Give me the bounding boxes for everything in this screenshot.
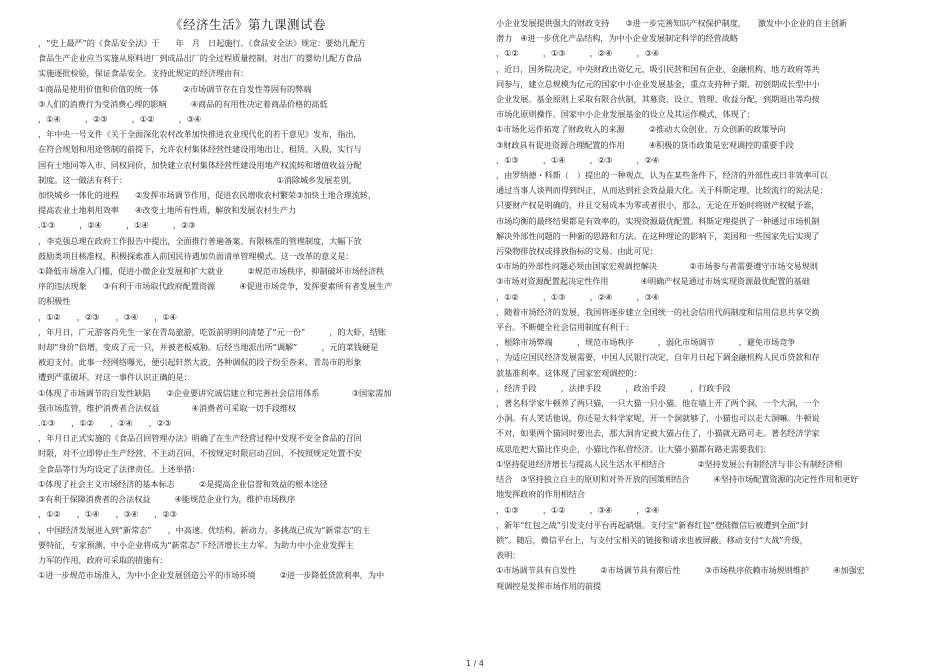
- text-line: 污染物排放权或排放指标的交易。由此可见：: [496, 246, 658, 257]
- text-line: ，新年“红包之战”引发支付平台再起硝烟。支付宝“新春红包”登陆微信后被遭到全面“封: [496, 519, 808, 530]
- text-line: ，①② ，①③ ，②④ ，③④: [496, 291, 660, 302]
- text-line: ①坚持促进经济增长与提高人民生活水平相结合 ②坚持发展公有制经济与非公有制经济相: [496, 458, 843, 469]
- text-line: .①③ ，②④ ，①④ ，②③: [38, 220, 196, 231]
- text-line: ，李克强总理在政府工作报告中提出，全面推行普遍备案、有限核准的管理制度，大幅下放: [38, 235, 362, 246]
- text-line: 要特征，专家预测，中小企业将成为“新常态”下经济增长主力军。为助力中小企业发挥主: [38, 539, 354, 550]
- text-line: 鼓励类项目核准权，积极探索准入前国民待遇加负面清单管理模式。这一改革的意义是：: [38, 250, 354, 261]
- text-line: ①市场的外部性问题必须由国家宏观调控解决 ②市场参与者需要遵守市场交易规则: [496, 261, 818, 272]
- text-line: 成思危把大猫比作央企，小猫比作私营经济。让大猫小猫都有路走需要我们：: [496, 443, 771, 454]
- text-line: 市场化原则操作。国家中小企业发展基金的设立及其运作模式，体现了：: [496, 109, 755, 120]
- text-line: 时限，对不立即停止生产经营、不主动召回、不按规定时限启动召回、不按照规定处置不安: [38, 448, 362, 459]
- text-line: 潜力 ④进一步优化产品结构，为中小企业发展制定科学的经营战略: [496, 33, 738, 44]
- text-line: 提高农业土地利用效率 ④改变土地所有性质，解放和发展农村生产力: [38, 205, 296, 216]
- text-line: 制度。这一做法有利于： ①消除城乡发展差别，: [38, 174, 357, 185]
- text-line: 不对，如果两个猫同时要出去，那大洞肯定被大猫占住了，小猫就无路可走。著名经济学家: [496, 428, 820, 439]
- text-line: ，年中央一号文件《关于全面深化农村改革加快推进农业现代化的若干意见》发布，指出，: [38, 129, 362, 140]
- text-line: 全食品等行为均设定了法律责任。上述举措：: [38, 463, 200, 474]
- left-column-text: [38, 36, 458, 583]
- text-line: 遭到严重破坏。对这一事件认识正确的是：: [38, 372, 192, 383]
- text-line: ，①② ，①④ ，③④ ，②③: [38, 509, 177, 520]
- text-line: 锁”。随后，微信平台上，与支付宝相关的链接和请求也被屏蔽。移动支付“大战”升级，: [496, 534, 808, 545]
- text-line: ，①④ ，②③ ，①② ，③④: [38, 114, 202, 125]
- text-line: ，著名科学家牛顿养了两只猫，一只大猫一只小猫。他在墙上开了两个洞，一个大洞，一个: [496, 398, 820, 409]
- text-line: 实施逐批检验，保证食品安全。支持此规定的经济理由有：: [38, 68, 249, 79]
- text-line: 结合 ③坚持独立自主的原则和对外开放的国策相结合 ④坚持市场配置资源的决定性作用和更好: [496, 474, 859, 485]
- text-line: 加快城乡一体化的进程 ②发挥市场调节作用，促进农民增收农村繁荣③加快土地合理流转，: [38, 190, 376, 201]
- text-line: ，由罗纳德・科斯（ ）提出的一种观点，认为在某些条件下，经济的外部性或曰非效率可以: [496, 170, 828, 181]
- text-line: ③有利于保障消费者的合法权益 ④能规范企业行为，维护市场秩序: [38, 494, 296, 505]
- text-line: 市场均衡的最终结果都是有效率的，实现资源最优配置。科斯定理提供了一种通过市场机制: [496, 215, 820, 226]
- text-line: .①③ ，①② ，②④ ，②③: [38, 418, 172, 429]
- text-line: 地发挥政府的作用相结合: [496, 489, 585, 500]
- text-line: ，经济手段 ，法律手段 ，政治手段 ，行政手段: [496, 382, 731, 393]
- text-line: 观调控是发挥市场作用的前提: [496, 580, 602, 591]
- text-line: ，年月日正式实施的《食品召回管理办法》明确了在生产经营过程中发现不安全食品的召回: [38, 433, 362, 444]
- right-column-text: [496, 16, 916, 594]
- text-line: 国有土地同等入市、同权同价，加快建立农村集体经营性建设用地产权流转和增值收益分配: [38, 159, 362, 170]
- text-line: 只要财产权是明确的，并且交易成本为零或者很小，那么，无论在开始时将财产权赋予谁，: [496, 200, 820, 211]
- left-column: [38, 16, 458, 583]
- text-line: ，根除市场弊端 ，规范市场秩序 ，弱化市场调节 ，避免市场竞争: [496, 337, 796, 348]
- text-line: ①商品是使用价值和价值的统一体 ②市场调节存在自发性等固有的弊端: [38, 83, 312, 94]
- text-line: ，近日，国务院决定，中央财政出资亿元，吸引民营和国有企业、金融机构、地方政府等共: [496, 63, 820, 74]
- page-number: 1 / 4: [466, 659, 484, 668]
- text-line: ①进一步规范市场准入，为中小企业发展创造公平的市场环境 ②进一步降低贷款利率，为中: [38, 570, 385, 581]
- text-line: 时却“身价”倍增，变成了元一只，并被老板威胁。后经当地派出所“调解” ，元的菜钱硬是: [38, 342, 379, 353]
- text-line: ③市场对资源配置起决定性作用 ④明确产权是通过市场实现资源最优配置的基础: [496, 276, 810, 287]
- text-line: ，①② ，②③ ，③④ ，①④: [38, 311, 177, 322]
- text-line: 平台。不断健全社会信用制度有利于：: [496, 322, 634, 333]
- text-line: ，年月日，广元游客肖先生一家在青岛旅游，吃饭前明明问清楚了“元一份” ，的大虾，结账: [38, 326, 386, 337]
- text-line: ，“史上最严”的《食品安全法》于 年 月 日起施行。《食品安全法》规定：要幼儿配方: [38, 38, 366, 48]
- text-line: ①降低市场准入门槛，促进小微企业发展和扩大就业 ②规范市场秩序，抑制破坏市场经济秩: [38, 266, 385, 277]
- text-line: ①市场化运作拓宽了财政收入的来源 ②推动大众创业、万众创新的政策导向: [496, 124, 786, 135]
- text-line: ③人们的消费行为受消费心理的影响 ④商品的有用性决定着商品价格的高低: [38, 98, 328, 109]
- text-line: ，①③ ，①④ ，②③ ，②④: [496, 154, 660, 165]
- text-line: ①市场调节具有自发性 ②市场调节具有滞后性 ③市场秩序依赖市场规则维护 ④加强宏: [496, 565, 865, 576]
- text-line: 通过当事人谈判而得到纠正，从而达到社会效益最大化。关于科斯定理，比较流行的说法是：: [496, 185, 828, 196]
- text-line: 被迫支付。此事一经网络曝光，便引起轩然大波，各种调侃的段子纷至沓来，青岛市的形象: [38, 357, 362, 368]
- text-line: ，为适应国民经济发展需要，中国人民银行决定，自年月日起下调金融机构人民币贷款和存: [496, 352, 820, 363]
- text-line: ，随着市场经济的发展，我国将逐步建立全国统一的社会信用代码制度和信用信息共享交换: [496, 306, 820, 317]
- text-line: ，①② ，①③ ，②④ ，③④: [496, 48, 660, 59]
- text-line: 强市场监管，维护消费者合法权益 ④消费者可采取一切手段维权: [38, 402, 296, 413]
- text-line: ①体现了社会主义市场经济的基本标志 ②是提高企业信誉和效益的根本途径: [38, 478, 328, 489]
- text-line: 同参与，建立总规模为亿元的国家中小企业发展基金，重点支持种子期、初创期成长型中小: [496, 78, 820, 89]
- text-line: 解决外部性问题的一种新的思路和方法。在这种理论的影响下，美国和一些国家先后实现了: [496, 230, 820, 241]
- right-column: [496, 16, 916, 594]
- text-line: 力军的作用，政府可采取的措施有：: [38, 554, 168, 565]
- text-line: ①体现了市场调节的自发性缺陷 ②企业要讲究诚信建立和完善社会信用体系 ③国家需加: [38, 387, 392, 398]
- text-line: 食品生产企业应当实施从原料进厂到成品出厂的全过程质量控制，对出厂的婴幼儿配方食品: [38, 53, 362, 64]
- text-line: 在符合规划和用途管制的前提下，允许农村集体经营性建设用地出让、租赁、入股，实行与: [38, 144, 362, 155]
- text-line: 小洞。有人笑话他说，你还是大科学家呢，开一个洞就够了，小猫也可以走大洞嘛。牛顿说: [496, 413, 820, 424]
- text-line: ③财政具有促进资源合理配置的作用 ④积极的货币政策是宏观调控的重要手段: [496, 139, 794, 150]
- text-line: 款基准利率。这体现了国家宏观调控的：: [496, 367, 642, 378]
- text-line: 的积极性: [38, 296, 71, 307]
- text-line: ，①③ ，①② ，③④ ，②④: [496, 504, 660, 515]
- document-title: 《经济生活》第九课测试卷: [169, 17, 326, 32]
- text-line: ，中国经济发展进入到“新常态” ，中高速、优结构、新动力、多挑战已成为“新常态”的主: [38, 524, 370, 535]
- text-line: 序的违法现象 ③有利于市场取代政府配置资源 ④促进市场竞争，发挥要素所有者发展生产: [38, 281, 393, 292]
- text-line: 企业发展。基金原则上采取有限合伙制，其募资、设立、管理、收益分配，到期退出等均按: [496, 94, 820, 105]
- text-line: 表明：: [496, 550, 521, 561]
- text-line: 小企业发展提供强大的财政支持 ③进一步完善知识产权保护制度， 激发中小企业的自主创新: [496, 18, 847, 28]
